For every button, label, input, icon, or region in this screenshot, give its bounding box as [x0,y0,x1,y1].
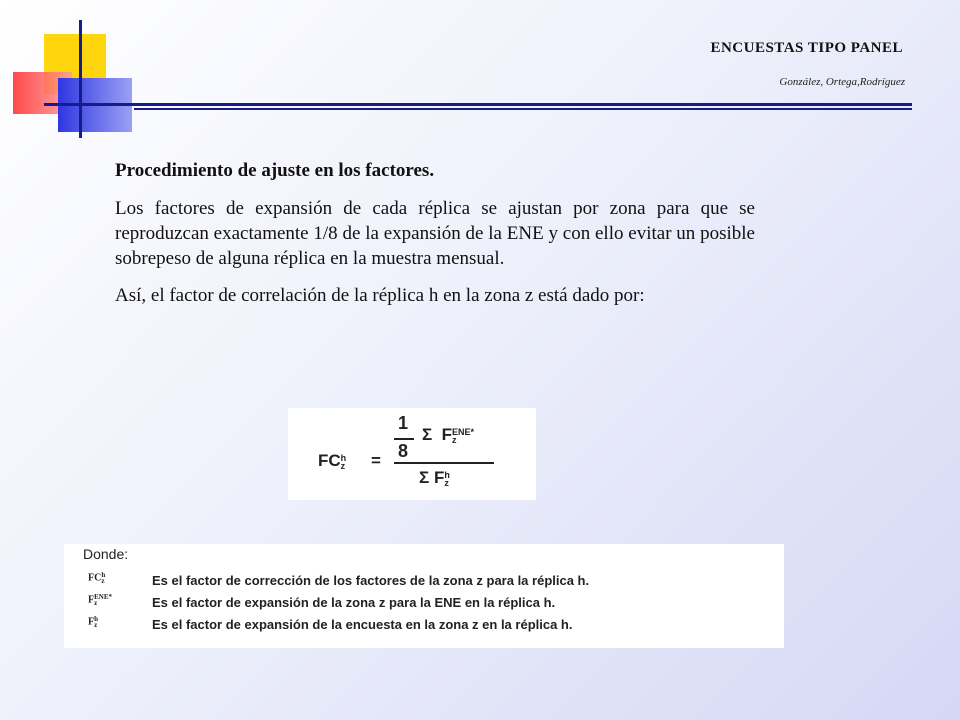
formula-small-bar [394,438,414,440]
body-paragraph-2: Así, el factor de correlación de la réplica h en la zona z está dado por: [115,285,645,306]
section-heading: Procedimiento de ajuste en los factores. [115,160,435,181]
formula-one: 1 [398,413,409,433]
slide-header-authors: González, Ortega,Rodríguez [779,76,905,88]
definition-text: Es el factor de expansión de la encuesta en la zona z en la réplica h. [152,617,573,632]
definition-text: Es el factor de corrección de los factores de la zona z para la réplica h. [152,573,590,588]
slide-header-title: ENCUESTAS TIPO PANEL [710,40,903,56]
formula-image [288,408,536,500]
decorative-vertical-line [79,20,82,138]
formula-numerator: Σ F ENE* z [422,425,475,445]
definition-row [88,594,778,614]
body-paragraph-1: Los factores de expansión de cada réplica se ajustan por zona para que se reproduzcan exactamente 1/8 de la expansión de la ENE y con ello evitar un posible sobrepeso de alguna réplica en la muestra mensual. [115,198,755,269]
definition-row [88,572,778,592]
header-divider-line [44,103,912,106]
slide-body [115,160,755,320]
definition-symbol: FC h z [88,571,106,585]
formula-fraction-bar [394,462,494,464]
definition-row [88,616,778,636]
definition-symbol: F ENE* z [88,593,113,607]
definitions-title: Donde: [83,546,129,562]
definitions-image [64,544,784,648]
formula-equals: = [371,451,381,470]
definition-text: Es el factor de expansión de la zona z para la ENE en la réplica h. [152,595,556,610]
formula-eight: 8 [398,441,409,461]
formula-denominator: Σ F h z [419,468,450,488]
header-divider-line-secondary [134,108,912,110]
formula-lhs: FC h z [318,451,347,471]
definition-symbol: F h z [88,615,99,629]
